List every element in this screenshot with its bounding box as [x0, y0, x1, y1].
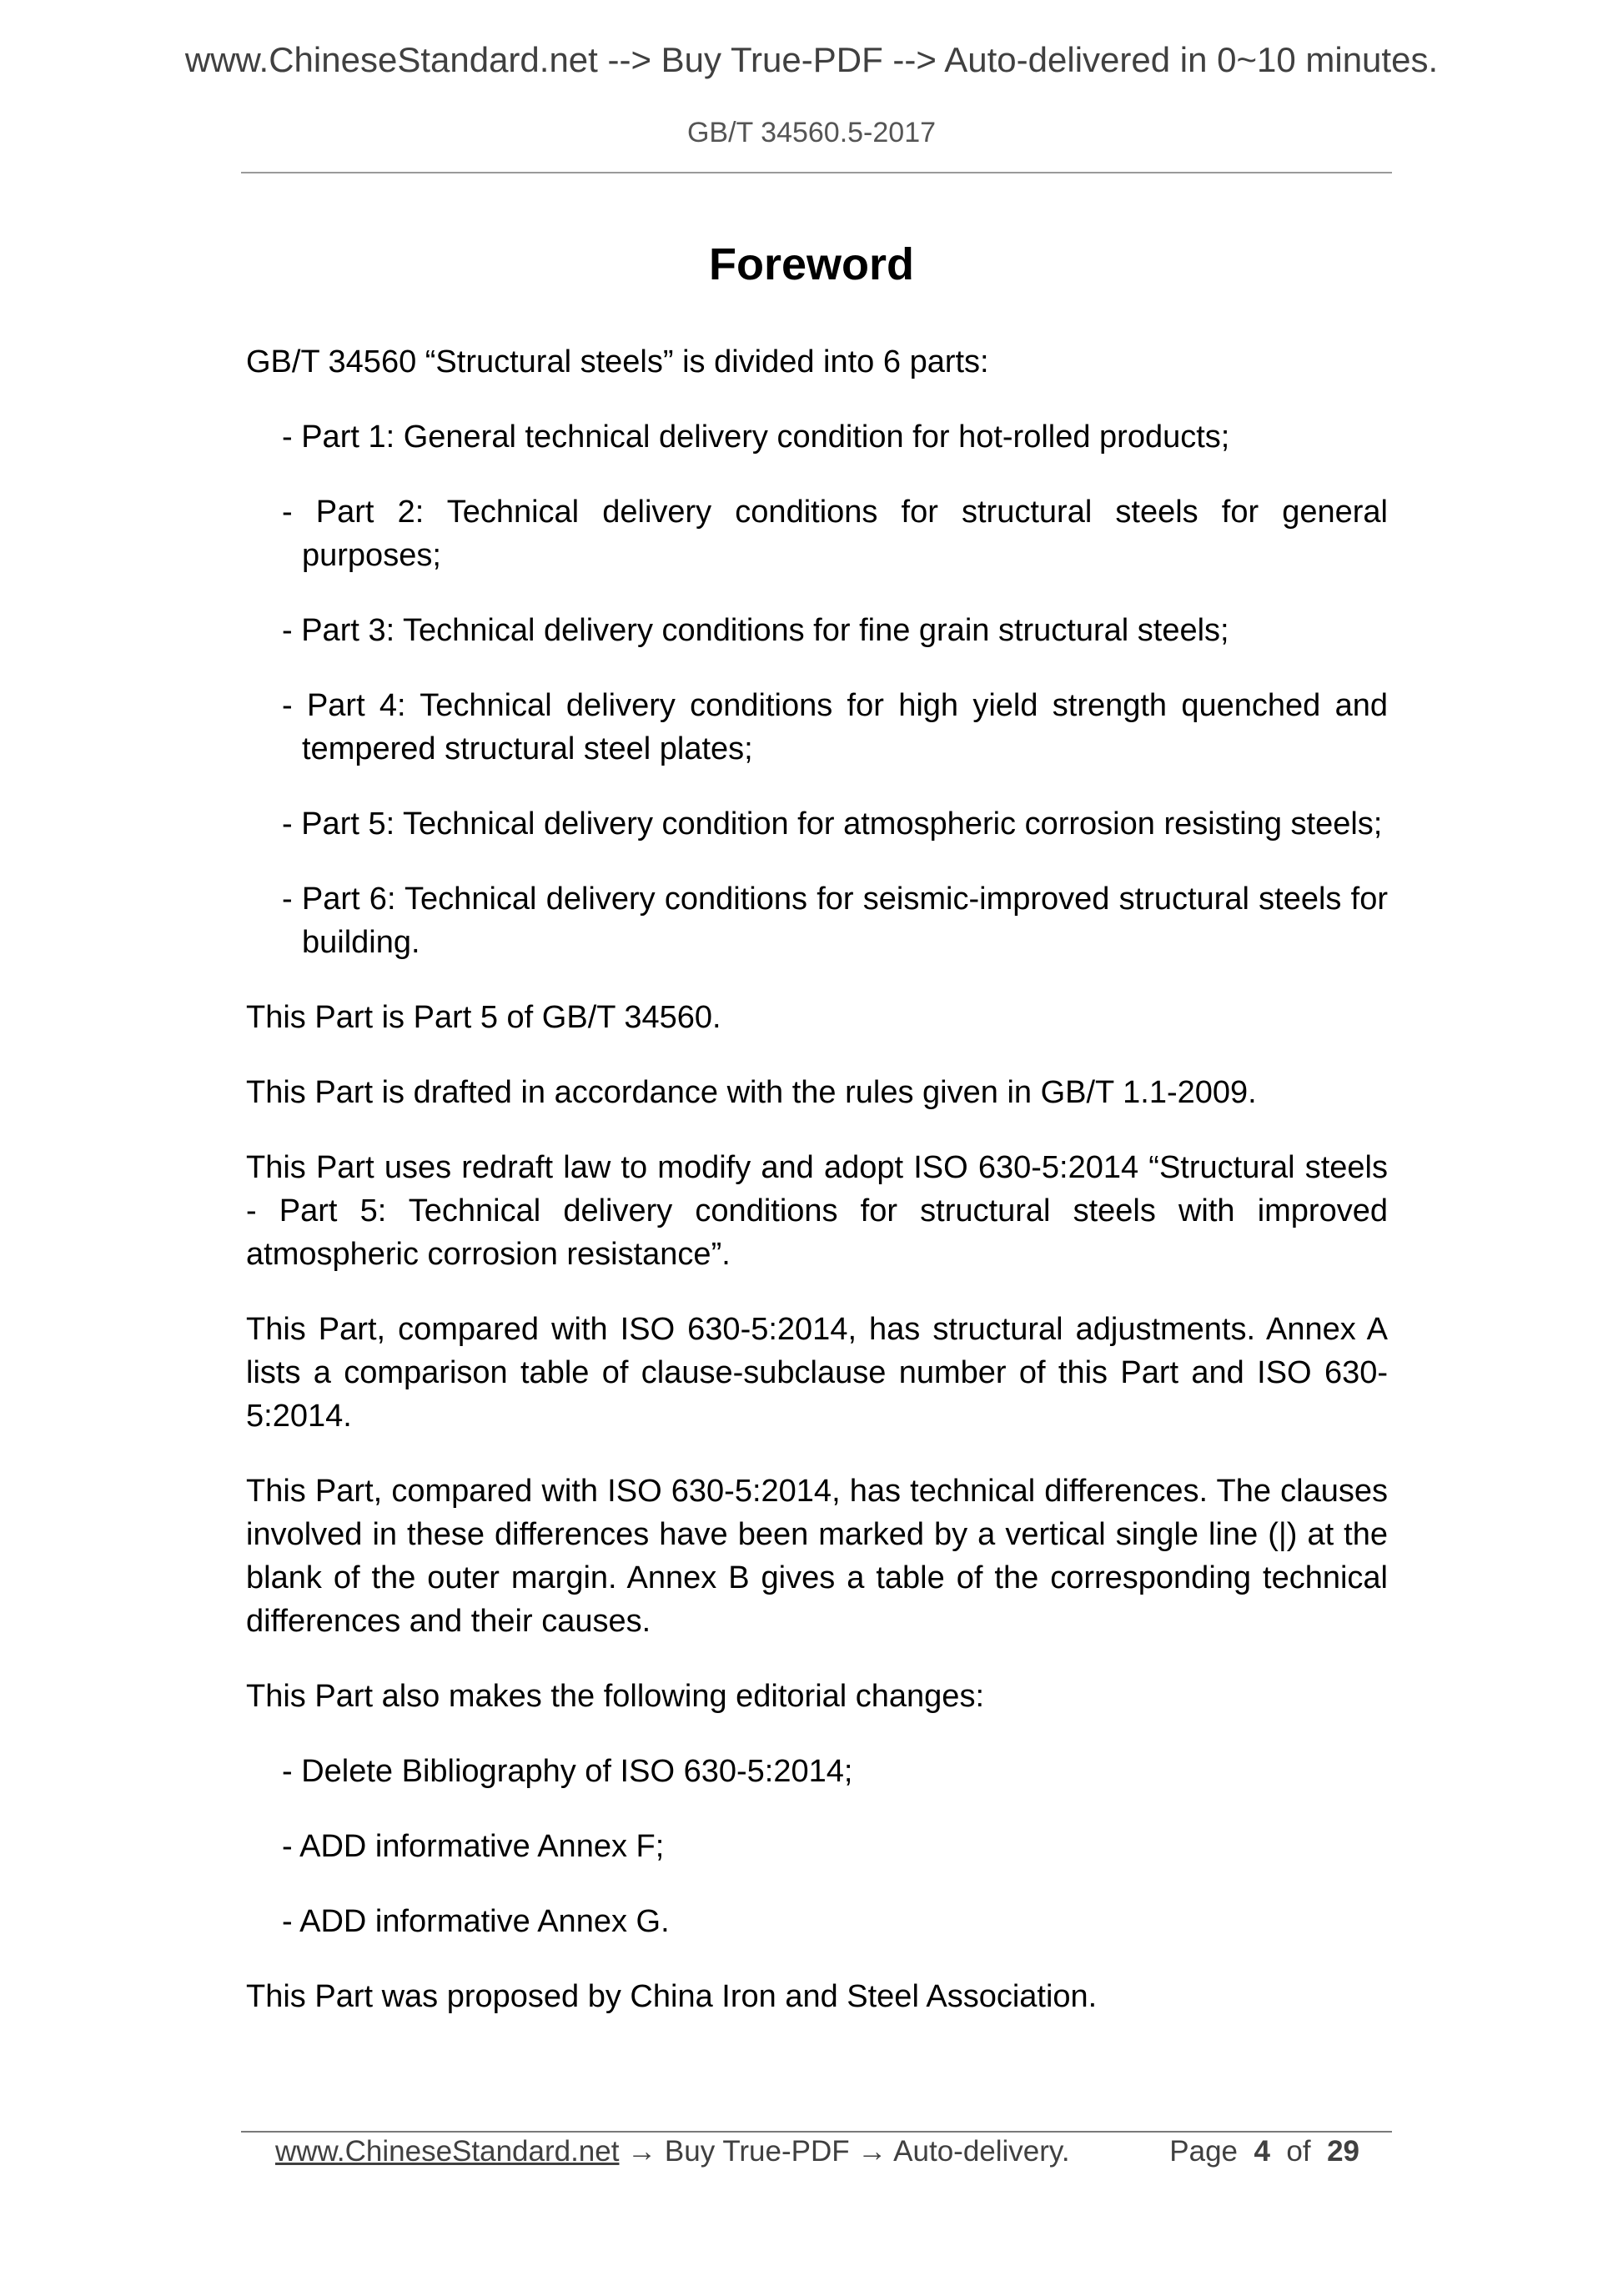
- footer-link[interactable]: www.ChineseStandard.net: [275, 2135, 620, 2168]
- page-title: Foreword: [708, 239, 914, 289]
- total-pages: 29: [1327, 2135, 1359, 2168]
- standard-code: GB/T 34560.5-2017: [686, 117, 937, 148]
- list-item-part-4: - Part 4: Technical delivery conditions for high yield strength quenched and tempered structural steel plates;: [282, 688, 1388, 766]
- list-item-part-6: - Part 6: Technical delivery conditions for seismic-improved structural steels for building.: [282, 882, 1388, 960]
- list-item-part-1: - Part 1: General technical delivery condition for hot-rolled products;: [282, 420, 1230, 455]
- list-item-change-3: - ADD informative Annex G.: [282, 1904, 670, 1939]
- paragraph-adoption: This Part uses redraft law to modify and adopt ISO 630-5:2014 “Structural steels - Part 5: Technical delivery conditions for structural steels with improved atmospheric corrosion resistance”.: [246, 1150, 1388, 1272]
- paragraph-structural-adjustments: This Part, compared with ISO 630-5:2014, has structural adjustments. Annex A lists a comparison table of clause-subclause number of this Part and ISO 630-5:2014.: [246, 1312, 1388, 1434]
- page-label: Page: [1169, 2135, 1239, 2168]
- paragraph-editorial-changes: This Part also makes the following editorial changes:: [246, 1679, 985, 1714]
- paragraph-proposed-by: This Part was proposed by China Iron and Steel Association.: [246, 1979, 1098, 2014]
- list-item-part-2: - Part 2: Technical delivery conditions for structural steels for general purposes;: [282, 495, 1388, 573]
- of-label: of: [1286, 2135, 1311, 2168]
- list-item-part-3: - Part 3: Technical delivery conditions for fine grain structural steels;: [282, 613, 1229, 648]
- paragraph-drafting-rules: This Part is drafted in accordance with the rules given in GB/T 1.1-2009.: [246, 1075, 1257, 1110]
- header-divider: [241, 172, 1392, 173]
- document-body: [246, 340, 1388, 2050]
- page-indicator: [1169, 2135, 1359, 2168]
- footer-left: [275, 2135, 1070, 2168]
- top-banner-link[interactable]: www.ChineseStandard.net --> Buy True-PDF --> Auto-delivered in 0~10 minutes.: [184, 40, 1439, 79]
- footer-text: → Buy True-PDF → Auto-delivery.: [619, 2135, 1070, 2168]
- paragraph-part-number: This Part is Part 5 of GB/T 34560.: [246, 1000, 721, 1035]
- page-number: 4: [1254, 2135, 1270, 2168]
- list-item-change-1: - Delete Bibliography of ISO 630-5:2014;: [282, 1754, 853, 1789]
- paragraph-technical-differences: This Part, compared with ISO 630-5:2014, has technical differences. The clauses involved in these differences have been marked by a vertical single line (|) at the blank of the outer margin. Annex B gives a table of the corresponding technical differences and their causes.: [246, 1474, 1388, 1639]
- list-item-change-2: - ADD informative Annex F;: [282, 1829, 665, 1864]
- intro-paragraph: GB/T 34560 “Structural steels” is divided into 6 parts:: [246, 344, 989, 379]
- footer-divider: [241, 2131, 1392, 2133]
- list-item-part-5: - Part 5: Technical delivery condition for atmospheric corrosion resisting steels;: [282, 806, 1383, 842]
